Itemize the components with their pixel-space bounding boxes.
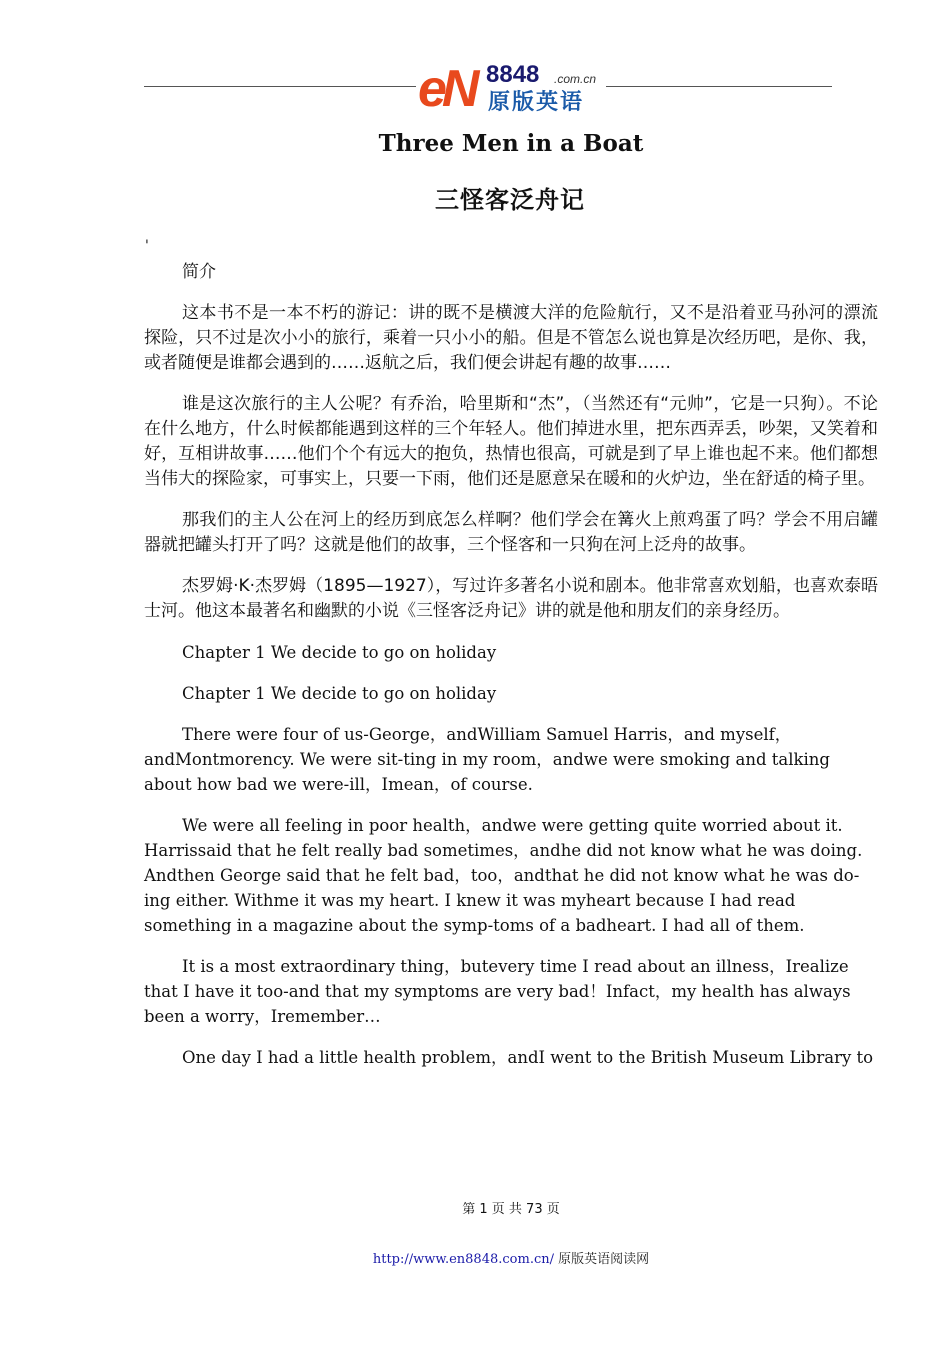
paragraph: One day I had a little health problem，andI went to the British Museum Library to	[182, 1048, 874, 1067]
paragraph: There were four of us-George，andWilliam Samuel Harris，and myself，andMontmorency. We were sit-ting in my room，andwe were smoking and talking about how bad we were-ill，Imean，of course.	[144, 725, 830, 794]
page-number: 第 1 页 共 73 页	[462, 1202, 560, 1217]
paragraph: 杰罗姆·K·杰罗姆（1895—1927），写过许多著名小说和剧本。他非常喜欢划船，也喜欢泰晤士河。他这本最著名和幽默的小说《三怪客泛舟记》讲的就是他和朋友们的亲身经历。	[144, 576, 878, 621]
logo-chinese: 原版英语	[488, 90, 585, 115]
chapter-heading: Chapter 1 We decide to go on holiday	[182, 684, 497, 703]
stray-mark: '	[145, 238, 149, 254]
logo-mark: eN	[418, 60, 475, 118]
paragraph: 谁是这次旅行的主人公呢？有乔治，哈里斯和“杰”，（当然还有“元帅”，它是一只狗）。不论在什么地方，什么时候都能遇到这样的三个年轻人。他们掉进水里，把东西弄丢，吵架，又笑着和好，互相讲故事……他们个个有远大的抱负，热情也很高，可就是到了早上谁也起不来。他们都想当伟大的探险家，可事实上，只要一下雨，他们还是愿意呆在暖和的火炉边，坐在舒适的椅子里。	[144, 394, 878, 489]
page-footer	[0, 1248, 950, 1267]
title-chinese: 三怪客泛舟记	[435, 186, 585, 214]
chapter-heading: Chapter 1 We decide to go on holiday	[182, 643, 497, 662]
paragraph: We were all feeling in poor health，andwe were getting quite worried about it. Harrissaid that he felt really bad sometimes，andhe did not know what he was doing. Andthen George said that he felt bad，too，andthat he did not know what he was do-ing either. Withme it was my heart. I knew it was myheart because I had read something in a magazine about the symp-toms of a badheart. I had all of them.	[144, 816, 863, 935]
header-rule-right	[606, 86, 832, 87]
paragraph: 简介	[182, 262, 216, 282]
logo-number: 8848	[486, 61, 540, 88]
footer-link[interactable]: http://www.en8848.com.cn/	[372, 1252, 554, 1267]
footer-site-name: 原版英语阅读网	[558, 1252, 650, 1267]
logo-domain: .com.cn	[554, 72, 597, 86]
paragraph: 这本书不是一本不朽的游记：讲的既不是横渡大洋的危险航行，又不是沿着亚马孙河的漂流探险，只不过是次小小的旅行，乘着一只小小的船。但是不管怎么说也算是次经历吧，是你、我，或者随便是谁都会遇到的……返航之后，我们便会讲起有趣的故事……	[144, 303, 878, 373]
paragraph: 那我们的主人公在河上的经历到底怎么样啊？他们学会在篝火上煎鸡蛋了吗？学会不用启罐器就把罐头打开了吗？这就是他们的故事，三个怪客和一只狗在河上泛舟的故事。	[144, 510, 878, 555]
title-english: Three Men in a Boat	[378, 130, 644, 157]
page-header	[0, 60, 950, 122]
paragraph: It is a most extraordinary thing，butevery time I read about an illness，Irealize that I have it too-and that my symptoms are very bad！Infact，my health has always been a worry，Iremember…	[144, 957, 851, 1026]
document-body	[144, 260, 878, 1086]
header-rule-left	[144, 86, 416, 87]
en8848-logo	[416, 60, 606, 120]
